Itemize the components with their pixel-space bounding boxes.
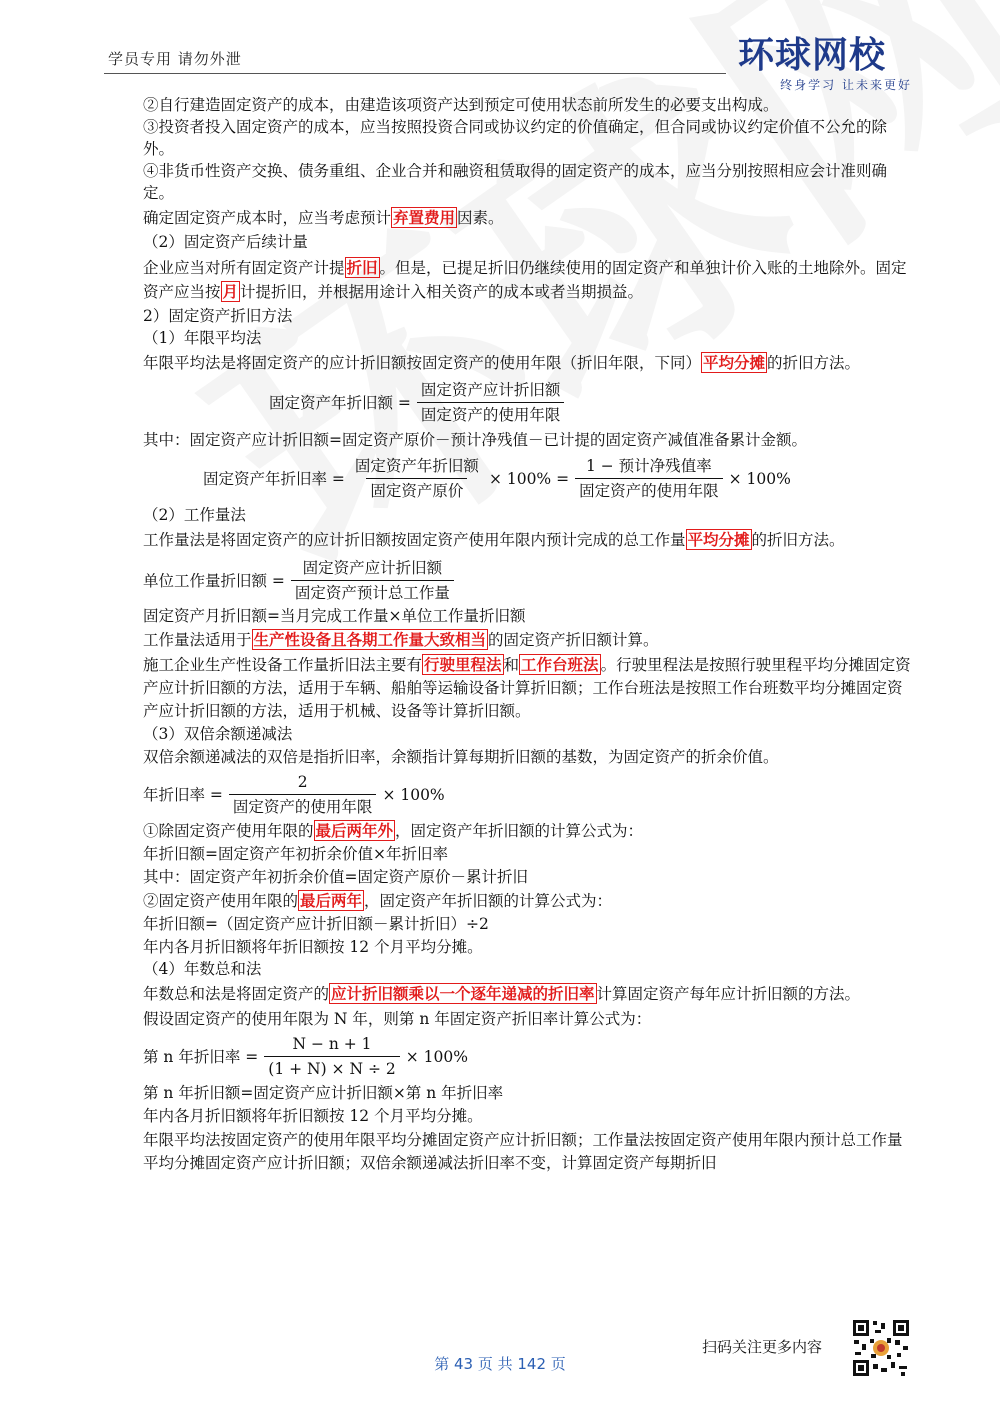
formula-label: 第 n 年折旧率 = [143, 1047, 259, 1066]
highlight-term: 弃置费用 [393, 208, 456, 227]
qr-caption: 扫码关注更多内容 [702, 1338, 823, 1356]
fraction [417, 379, 565, 426]
text: 计算固定资产每年应计折旧额的方法。 [596, 985, 861, 1003]
highlight-term: 月 [222, 282, 239, 301]
document-body [143, 94, 915, 1175]
text: 。行驶里程法是按照行驶里程平均分摊固定资产应计折旧额的方法，适用于车辆、船舶等运输设备计算折旧额；工作台班法是按照工作台班数平均分摊固定资产应计折旧额的方法，适用于机械、设备等计算折旧额。 [143, 656, 911, 720]
text: 和 [503, 656, 520, 674]
paragraph: 年折旧额=固定资产年初折余价值×年折旧率 [143, 845, 448, 863]
header-divider [104, 73, 726, 74]
formula-label: 固定资产年折旧额 = [269, 393, 411, 412]
paragraph [143, 820, 915, 842]
paragraph: 双倍余额递减法的双倍是指折旧率，余额指计算每期折旧额的基数，为固定资产的折余价值。 [143, 748, 779, 766]
text: 企业应当对所有固定资产计提 [143, 259, 345, 277]
paragraph [143, 629, 915, 651]
denominator: 固定资产原价 [366, 478, 467, 502]
text: 年限平均法是将固定资产的应计折旧额按固定资产的使用年限（折旧年限，下同） [143, 354, 702, 372]
text: 施工企业生产性设备工作量折旧法主要有 [143, 656, 423, 674]
paragraph: 其中：固定资产年初折余价值=固定资产原价－累计折旧 [143, 868, 528, 886]
denominator: 固定资产的使用年限 [417, 402, 565, 426]
paragraph [143, 256, 915, 304]
text: 计提折旧，并根据用途计入相关资产的成本或者当期损益。 [240, 283, 644, 301]
paragraph [143, 351, 915, 375]
paragraph: 固定资产月折旧额=当月完成工作量×单位工作量折旧额 [143, 607, 526, 625]
numerator: 2 [297, 773, 308, 791]
highlight-term: 生产性设备且各期工作量大致相当 [253, 630, 487, 649]
formula-unit-depreciation [143, 557, 915, 604]
paragraph [143, 528, 915, 552]
numerator: 固定资产应计折旧额 [302, 559, 443, 577]
text: 的折旧方法。 [751, 531, 845, 549]
highlight-term: 平均分摊 [687, 530, 750, 549]
paragraph: ②自行建造固定资产的成本，由建造该项资产达到预定可使用状态前所发生的必要支出构成。 [143, 96, 779, 114]
denominator: 固定资产预计总工作量 [291, 580, 454, 604]
operator: × 100% [405, 1047, 468, 1066]
fraction [291, 557, 454, 604]
section-heading: （1）年限平均法 [143, 329, 262, 347]
text: 的固定资产折旧额计算。 [488, 631, 659, 649]
paragraph: 假设固定资产的使用年限为 N 年，则第 n 年固定资产折旧率计算公式为： [143, 1010, 652, 1028]
numerator: 固定资产年折旧额 [354, 457, 479, 475]
formula-label: 固定资产年折旧率 = [203, 469, 345, 488]
highlight-term: 最后两年 [300, 891, 363, 910]
text: 。但是，已提足折旧仍继续使用的固定资产和单独计价入账的土地除外。固定资产应当按 [143, 259, 907, 301]
text: 工作量法是将固定资产的应计折旧额按固定资产使用年限内预计完成的总工作量 [143, 531, 686, 549]
text: ，固定资产年折旧额的计算公式为： [395, 822, 644, 840]
paragraph [143, 982, 915, 1006]
highlight-term: 最后两年外 [315, 821, 394, 840]
paragraph: ④非货币性资产交换、债务重组、企业合并和融资租赁取得的固定资产的成本，应当分别按照相应会计准则确定。 [143, 162, 888, 202]
numerator: N − n + 1 [292, 1035, 372, 1053]
operator: × 100% [728, 469, 791, 488]
paragraph: 年内各月折旧额将年折旧额按 12 个月平均分摊。 [143, 1107, 483, 1125]
paragraph: 其中：固定资产应计折旧额=固定资产原价－预计净残值－已计提的固定资产减值准备累计金额。 [143, 431, 807, 449]
fraction [229, 771, 377, 818]
formula-annual-rate [203, 455, 915, 502]
denominator: 固定资产的使用年限 [229, 794, 377, 818]
paragraph: 年折旧额=（固定资产应计折旧额－累计折旧）÷2 [143, 915, 489, 933]
section-heading: （4）年数总和法 [143, 960, 262, 978]
page-number: 第 43 页 共 142 页 [434, 1355, 566, 1373]
text: 工作量法适用于 [143, 631, 252, 649]
section-heading: （2）固定资产后续计量 [143, 233, 308, 251]
fraction [351, 455, 483, 502]
paragraph: 年内各月折旧额将年折旧额按 12 个月平均分摊。 [143, 938, 483, 956]
paragraph [143, 207, 915, 229]
paragraph [143, 653, 915, 723]
formula-sum-of-years-rate [143, 1033, 915, 1080]
logo-text: 环球网校 [738, 35, 887, 76]
highlight-term: 行驶里程法 [424, 655, 502, 674]
text: 年数总和法是将固定资产的 [143, 985, 330, 1003]
denominator: 固定资产的使用年限 [575, 478, 723, 502]
numerator: 1 − 预计净残值率 [585, 457, 712, 475]
paragraph: ③投资者投入固定资产的成本，应当按照投资合同或协议约定的价值确定，但合同或协议约定价值不公允的除外。 [143, 118, 888, 158]
formula-annual-depreciation [269, 379, 915, 426]
operator: × 100% [382, 785, 445, 804]
section-heading: （3）双倍余额递减法 [143, 725, 293, 743]
text: ②固定资产使用年限的 [143, 892, 299, 910]
brand-logo [738, 36, 918, 94]
denominator: (1 + N) × N ÷ 2 [264, 1056, 399, 1080]
highlight-term: 应计折旧额乘以一个逐年递减的折旧率 [331, 984, 595, 1003]
paragraph [143, 890, 915, 912]
paragraph: 第 n 年折旧额=固定资产应计折旧额×第 n 年折旧率 [143, 1084, 504, 1102]
section-heading: （2）工作量法 [143, 506, 246, 524]
text: 确定固定资产成本时，应当考虑预计 [143, 209, 392, 227]
text: ，固定资产年折旧额的计算公式为： [364, 892, 613, 910]
formula-label: 单位工作量折旧额 = [143, 571, 285, 590]
section-heading: 2）固定资产折旧方法 [143, 307, 293, 325]
highlight-term: 工作台班法 [521, 655, 599, 674]
operator: × 100% = [488, 469, 570, 488]
paragraph: 年限平均法按固定资产的使用年限平均分摊固定资产应计折旧额；工作量法按固定资产使用年限内预计总工作量平均分摊固定资产应计折旧额；双倍余额递减法折旧率不变，计算固定资产每期折旧 [143, 1131, 903, 1172]
text: ①除固定资产使用年限的 [143, 822, 314, 840]
text: 因素。 [457, 209, 504, 227]
text: 的折旧方法。 [767, 354, 861, 372]
formula-label: 年折旧率 = [143, 785, 223, 804]
fraction [264, 1033, 399, 1080]
highlight-term: 折旧 [346, 258, 378, 277]
header-left-text: 学员专用 请勿外泄 [108, 50, 242, 68]
highlight-term: 平均分摊 [703, 353, 766, 372]
fraction [575, 455, 723, 502]
logo-slogan: 终身学习 让未来更好 [780, 78, 912, 92]
numerator: 固定资产应计折旧额 [420, 381, 561, 399]
formula-double-declining-rate [143, 771, 915, 818]
